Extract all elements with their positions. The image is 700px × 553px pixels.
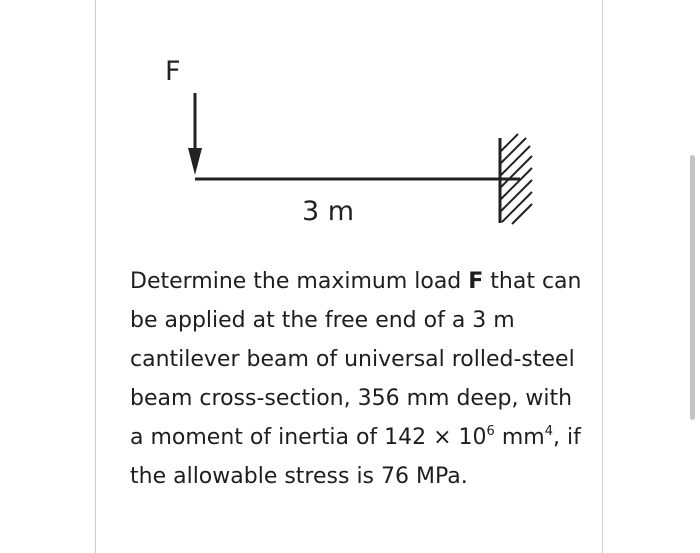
exponent-4: 4 [544, 424, 553, 439]
force-arrow-head [188, 148, 202, 175]
exponent-6: 6 [486, 424, 495, 439]
problem-text-3: mm [494, 425, 545, 450]
problem-statement [130, 262, 590, 496]
problem-text-1: Determine the maximum load [130, 269, 469, 294]
force-label: F [165, 56, 181, 87]
cantilever-beam-diagram [150, 40, 570, 240]
problem-text-4: , if the allowable stress is 76 MPa. [130, 425, 581, 489]
length-label: 3 m [302, 196, 355, 227]
problem-text-2: that can be applied at the free end of a 3 m cantilever beam of universal rolled-steel beam cross-section, 356 mm deep, with a moment of inertia of 142 × 10 [130, 269, 582, 450]
load-symbol: F [468, 269, 484, 294]
scrollbar[interactable] [690, 155, 695, 420]
